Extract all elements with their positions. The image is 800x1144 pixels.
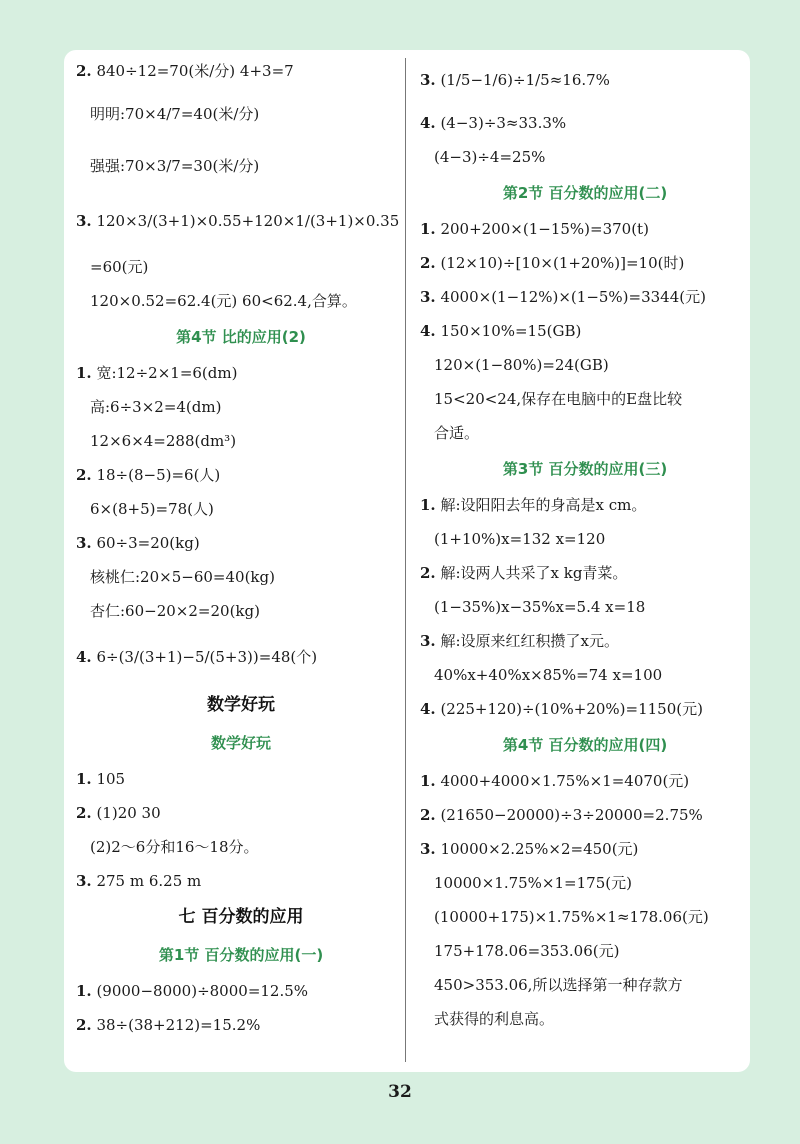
answer-text: 6×(8+5)=78(人) bbox=[90, 500, 214, 518]
answer-line bbox=[420, 140, 750, 174]
answer-line bbox=[420, 866, 750, 900]
answer-text: 840÷12=70(米/分) 4+3=7 bbox=[96, 62, 294, 80]
question-number: 2. bbox=[76, 466, 92, 484]
right-column bbox=[420, 54, 750, 1036]
answer-line bbox=[420, 314, 750, 348]
answer-line bbox=[76, 424, 406, 458]
answer-text: 275 m 6.25 m bbox=[96, 872, 202, 890]
section-heading bbox=[420, 174, 750, 212]
question-number: 2. bbox=[76, 1016, 92, 1034]
answer-line bbox=[76, 140, 406, 192]
question-number: 1. bbox=[76, 770, 92, 788]
chapter-heading bbox=[76, 686, 406, 724]
answer-line bbox=[420, 624, 750, 658]
answer-line bbox=[76, 560, 406, 594]
answer-text: 10000×2.25%×2=450(元) bbox=[440, 840, 639, 858]
answer-text: 12×6×4=288(dm³) bbox=[90, 432, 237, 450]
question-number: 1. bbox=[420, 220, 436, 238]
answer-text: 强强:70×3/7=30(米/分) bbox=[90, 157, 260, 175]
answer-text: 第4节 百分数的应用(四) bbox=[502, 736, 668, 754]
left-column bbox=[76, 54, 406, 1042]
answer-line bbox=[420, 382, 750, 416]
answer-text: 18÷(8−5)=6(人) bbox=[96, 466, 221, 484]
answer-line bbox=[76, 390, 406, 424]
answer-text: (12×10)÷[10×(1+20%)]=10(时) bbox=[440, 254, 685, 272]
answer-text: (1+10%)x=132 x=120 bbox=[434, 530, 606, 548]
question-number: 1. bbox=[76, 364, 92, 382]
question-number: 3. bbox=[420, 71, 436, 89]
answer-line bbox=[76, 192, 406, 250]
answer-text: 40%x+40%x×85%=74 x=100 bbox=[434, 666, 663, 684]
answer-text: (2)2～6分和16～18分。 bbox=[90, 838, 259, 856]
answer-text: (4−3)÷4=25% bbox=[434, 148, 546, 166]
answer-text: 4000×(1−12%)×(1−5%)=3344(元) bbox=[440, 288, 706, 306]
question-number: 2. bbox=[420, 254, 436, 272]
answer-text: 第3节 百分数的应用(三) bbox=[502, 460, 668, 478]
answer-line bbox=[76, 594, 406, 628]
answer-line bbox=[420, 348, 750, 382]
answer-text: (1−35%)x−35%x=5.4 x=18 bbox=[434, 598, 646, 616]
question-number: 1. bbox=[420, 496, 436, 514]
page-number: 32 bbox=[388, 1082, 412, 1102]
answer-text: 450>353.06,所以选择第一种存款方 bbox=[434, 976, 683, 994]
answer-line bbox=[76, 88, 406, 140]
answer-line bbox=[420, 590, 750, 624]
answer-text: 200+200×(1−15%)=370(t) bbox=[440, 220, 649, 238]
answer-line bbox=[420, 934, 750, 968]
answer-text: 解:设两人共采了x kg青菜。 bbox=[440, 564, 628, 582]
answer-line bbox=[76, 356, 406, 390]
answer-line bbox=[76, 492, 406, 526]
answer-text: 105 bbox=[96, 770, 126, 788]
answer-text: 数学好玩 bbox=[207, 695, 275, 715]
answer-text: 杏仁:60−20×2=20(kg) bbox=[90, 602, 260, 620]
answer-line bbox=[420, 658, 750, 692]
answer-text: 解:设阳阳去年的身高是x cm。 bbox=[440, 496, 647, 514]
chapter-heading bbox=[76, 898, 406, 936]
answer-line bbox=[420, 106, 750, 140]
answer-text: 宽:12÷2×1=6(dm) bbox=[96, 364, 238, 382]
answer-line bbox=[420, 54, 750, 106]
answer-line bbox=[76, 526, 406, 560]
question-number: 1. bbox=[76, 982, 92, 1000]
section-heading bbox=[420, 726, 750, 764]
answer-text: 120×3/(3+1)×0.55+120×1/(3+1)×0.35 bbox=[96, 212, 400, 230]
answer-text: (9000−8000)÷8000=12.5% bbox=[96, 982, 309, 1000]
answer-line bbox=[420, 832, 750, 866]
answer-text: (10000+175)×1.75%×1≈178.06(元) bbox=[434, 908, 709, 926]
answer-text: 七 百分数的应用 bbox=[178, 907, 304, 927]
answer-line bbox=[76, 250, 406, 284]
answer-text: 150×10%=15(GB) bbox=[440, 322, 582, 340]
question-number: 2. bbox=[76, 804, 92, 822]
answer-text: 6÷(3/(3+1)−5/(5+3))=48(个) bbox=[96, 648, 318, 666]
answer-line bbox=[420, 280, 750, 314]
answer-text: (1)20 30 bbox=[96, 804, 161, 822]
question-number: 3. bbox=[420, 632, 436, 650]
answer-text: 第1节 百分数的应用(一) bbox=[158, 946, 324, 964]
answer-line bbox=[420, 416, 750, 450]
answer-text: 38÷(38+212)=15.2% bbox=[96, 1016, 261, 1034]
question-number: 1. bbox=[420, 772, 436, 790]
answer-text: =60(元) bbox=[90, 258, 149, 276]
answer-text: 核桃仁:20×5−60=40(kg) bbox=[90, 568, 275, 586]
question-number: 4. bbox=[420, 322, 436, 340]
answer-text: 15<20<24,保存在电脑中的E盘比较 bbox=[434, 390, 683, 408]
answer-line bbox=[76, 864, 406, 898]
answer-text: 解:设原来红红积攒了x元。 bbox=[440, 632, 619, 650]
answer-line bbox=[420, 764, 750, 798]
answer-line bbox=[420, 900, 750, 934]
answer-line bbox=[420, 968, 750, 1002]
question-number: 2. bbox=[420, 806, 436, 824]
answer-text: (225+120)÷(10%+20%)=1150(元) bbox=[440, 700, 703, 718]
question-number: 4. bbox=[420, 114, 436, 132]
answer-text: (4−3)÷3≈33.3% bbox=[440, 114, 567, 132]
question-number: 3. bbox=[76, 872, 92, 890]
answer-line bbox=[420, 1002, 750, 1036]
question-number: 2. bbox=[420, 564, 436, 582]
answer-text: (21650−20000)÷3÷20000=2.75% bbox=[440, 806, 703, 824]
answer-line bbox=[420, 488, 750, 522]
answer-text: 10000×1.75%×1=175(元) bbox=[434, 874, 632, 892]
question-number: 3. bbox=[420, 840, 436, 858]
answer-line bbox=[76, 1008, 406, 1042]
answer-text: 数学好玩 bbox=[210, 734, 271, 752]
answer-line bbox=[76, 974, 406, 1008]
question-number: 3. bbox=[76, 534, 92, 552]
answer-text: (1/5−1/6)÷1/5≈16.7% bbox=[440, 71, 610, 89]
answer-line bbox=[420, 692, 750, 726]
section-heading bbox=[76, 724, 406, 762]
answer-line bbox=[76, 284, 406, 318]
section-heading bbox=[76, 936, 406, 974]
question-number: 4. bbox=[420, 700, 436, 718]
answer-text: 4000+4000×1.75%×1=4070(元) bbox=[440, 772, 690, 790]
answer-text: 第2节 百分数的应用(二) bbox=[502, 184, 668, 202]
answer-text: 175+178.06=353.06(元) bbox=[434, 942, 620, 960]
section-heading bbox=[76, 318, 406, 356]
answer-line bbox=[76, 628, 406, 686]
answer-text: 第4节 比的应用(2) bbox=[176, 328, 306, 346]
question-number: 3. bbox=[76, 212, 92, 230]
answer-line bbox=[76, 762, 406, 796]
answer-line bbox=[76, 458, 406, 492]
answer-text: 合适。 bbox=[434, 424, 480, 442]
answer-line bbox=[420, 522, 750, 556]
answer-line bbox=[420, 556, 750, 590]
answer-line bbox=[76, 54, 406, 88]
answer-line bbox=[420, 798, 750, 832]
question-number: 3. bbox=[420, 288, 436, 306]
answer-line bbox=[76, 830, 406, 864]
answer-text: 高:6÷3×2=4(dm) bbox=[90, 398, 222, 416]
answer-line bbox=[420, 212, 750, 246]
question-number: 4. bbox=[76, 648, 92, 666]
answer-text: 120×0.52=62.4(元) 60<62.4,合算。 bbox=[90, 292, 357, 310]
answer-text: 120×(1−80%)=24(GB) bbox=[434, 356, 609, 374]
answer-line bbox=[420, 246, 750, 280]
answer-text: 式获得的利息高。 bbox=[434, 1010, 555, 1028]
question-number: 2. bbox=[76, 62, 92, 80]
answer-text: 明明:70×4/7=40(米/分) bbox=[90, 105, 260, 123]
section-heading bbox=[420, 450, 750, 488]
answer-text: 60÷3=20(kg) bbox=[96, 534, 200, 552]
answer-line bbox=[76, 796, 406, 830]
